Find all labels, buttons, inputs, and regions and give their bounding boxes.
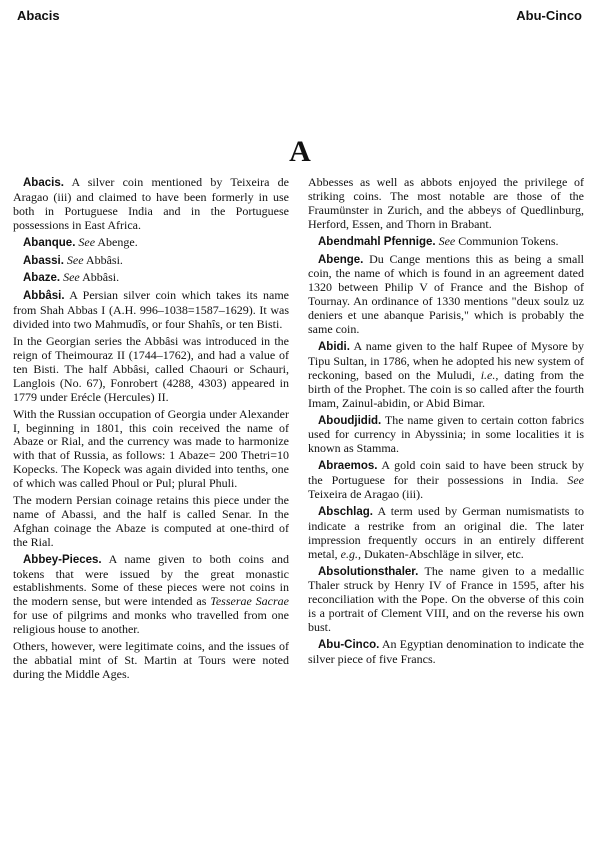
entry-body: Abenge. [95,234,138,249]
dictionary-entry [13,254,289,269]
entry-headword: Abu-Cinco. [318,639,380,652]
dictionary-entry [13,289,289,332]
entry-body-tail: dating from the birth of the Prophet. The coin is so called after the fourth Imam, Zainul-abidin, or Abid Bimar. [308,367,584,410]
entry-headword: Aboudjidid. [318,414,382,427]
entry-see-reference: See [63,270,80,285]
entry-headword: Abanque. [23,236,76,249]
running-header [0,8,600,28]
entry-body: Others, however, were legitimate coins, and the issues of the abbatial mint of St. Martin at Tours were noted during the Middle Ages. [13,639,289,681]
entry-body: The name given to certain cotton fabrics used for currency in Abyssinia; in some localities it is known as Stamma. [308,412,584,456]
entry-body: Du Cange mentions this as being a small coin, the name of which is found in an agreement dated 1320 between Philip V of France and the Bishop of Tournay. An ordinance of 1330 mentions "deux soulz uz deniers et une abanque Parisis," which is probably the same coin. [308,251,584,337]
dictionary-entry [13,176,289,233]
entry-headword: Abacis. [23,177,64,189]
entry-italic: See [567,473,584,488]
entry-headword: Abendmahl Pfennige. [318,235,436,248]
entry-body-tail: Teixeira de Aragao (iii). [308,487,424,502]
entry-headword: Abraemos. [318,460,378,473]
dictionary-entry [308,253,584,337]
entry-body: In the Georgian series the Abbâsi was introduced in the reign of Theimouraz II (1744–1762), and had a value of ten Bisti. The half Abbâsi, called Chaouri or Schauri, Langlois (No. 67), Fonrobert (4288, 4303) appeared in 1779 under Erécle (Hercules) II. [13,334,289,404]
entry-headword: Abidi. [318,340,350,353]
entry-body: An Egyptian denomination to indicate the silver piece of five Francs. [308,637,584,666]
guide-word-right: Abu-Cinco [516,8,582,23]
dictionary-entry [308,565,584,636]
entry-see-reference: See [78,234,96,249]
entry-body: The modern Persian coinage retains this piece under the name of Abassi, and the half is called Senar. In the Afghan coinage the Abaze is computed at one-third of the Rial. [13,493,289,549]
entry-body: The name given to a medallic Thaler struck by Henry IV of France in 1595, after his reconciliation with the Pope. On the obverse of this coin is a portrait of Clement VIII, and on the reverse his own bust. [308,563,584,635]
entry-body: A name given to both coins and tokens that were issued by the great monastic establishments. Some of these pieces were not coins in the modern sense, but were intended as [13,551,289,609]
entry-body: With the Russian occupation of Georgia under Alexander I, beginning in 1801, this coin received the name of Abaze or Rial, and the currency was made to harmonize with that of Russia, as follows: 1 Abaze= 200 Thetri=10 Kopecks. The Kopeck was again divided into tenths, one of which was called Phoul or Pul; plural Phuli. [13,406,289,491]
entry-headword: Abbey-Pieces. [23,553,102,566]
entry-headword: Abschlag. [318,505,373,518]
dictionary-entry [13,494,289,550]
entry-body: Communion Tokens. [455,233,559,248]
entry-body: A term used by German numismatists to indicate a restrike from an original die. The later impression frequently occurs in an entirely different metal, [308,503,584,561]
entry-see-reference: See [438,233,456,248]
dictionary-entry [13,271,289,286]
entry-headword: Abaze. [23,272,61,285]
entry-body: A silver coin mentioned by Teixeira de Aragao (iii) and claimed to have been formerly in use both in Portuguese India and in the Portuguese possessions in East Africa. [13,175,289,232]
entry-headword: Absolutionsthaler. [318,565,419,578]
entry-italic: i.e., [480,367,499,382]
dictionary-entry [308,340,584,411]
entry-headword: Abbâsi. [23,290,65,303]
dictionary-entry [13,335,289,405]
entry-headword: Abassi. [23,254,64,267]
entry-body: Abbesses as well as abbots enjoyed the privilege of striking coins. The most notable are those of the Fraumünster in Zurich, and the abbeys of Quedlinburg, Herford, Essen, and Thorn in Brabant. [308,175,584,231]
dictionary-entry [308,414,584,457]
entry-body: A gold coin said to have been struck by the Portuguese for their possessions in India. [308,458,584,488]
entry-body: A Persian silver coin which takes its name from Shah Abbas I (A.H. 996–1038=1587–1629). It was divided into two Mahmudîs, or four Shahîs, or ten Bisti. [13,288,289,332]
entry-italic: Tesserae Sacrae [210,594,289,609]
entry-body-tail: for use of pilgrims and monks who travelled from one religious house to another. [13,608,289,637]
dictionary-entry [13,553,289,637]
dictionary-entry [308,176,584,232]
guide-word-left: Abacis [17,8,60,23]
entry-italic: e.g., [340,546,361,561]
left-column [13,176,289,685]
right-column [308,176,584,670]
dictionary-entry [13,640,289,682]
dictionary-entry [308,235,584,250]
entry-see-reference: See [66,252,84,267]
dictionary-entry [13,408,289,491]
dictionary-entry [308,505,584,562]
entry-body-tail: Dukaten-Abschläge in silver, etc. [360,546,524,561]
dictionary-entry [308,638,584,667]
entry-headword: Abenge. [318,253,364,266]
entry-body: A name given to the half Rupee of Mysore by Tipu Sultan, in 1786, when he adopted his new system of reckoning, based on the Muludi, [308,338,584,382]
entry-body: Abbâsi. [79,270,120,285]
section-letter: A [289,135,311,168]
entry-body: Abbâsi. [83,252,123,267]
dictionary-entry [308,459,584,502]
dictionary-entry [13,236,289,251]
